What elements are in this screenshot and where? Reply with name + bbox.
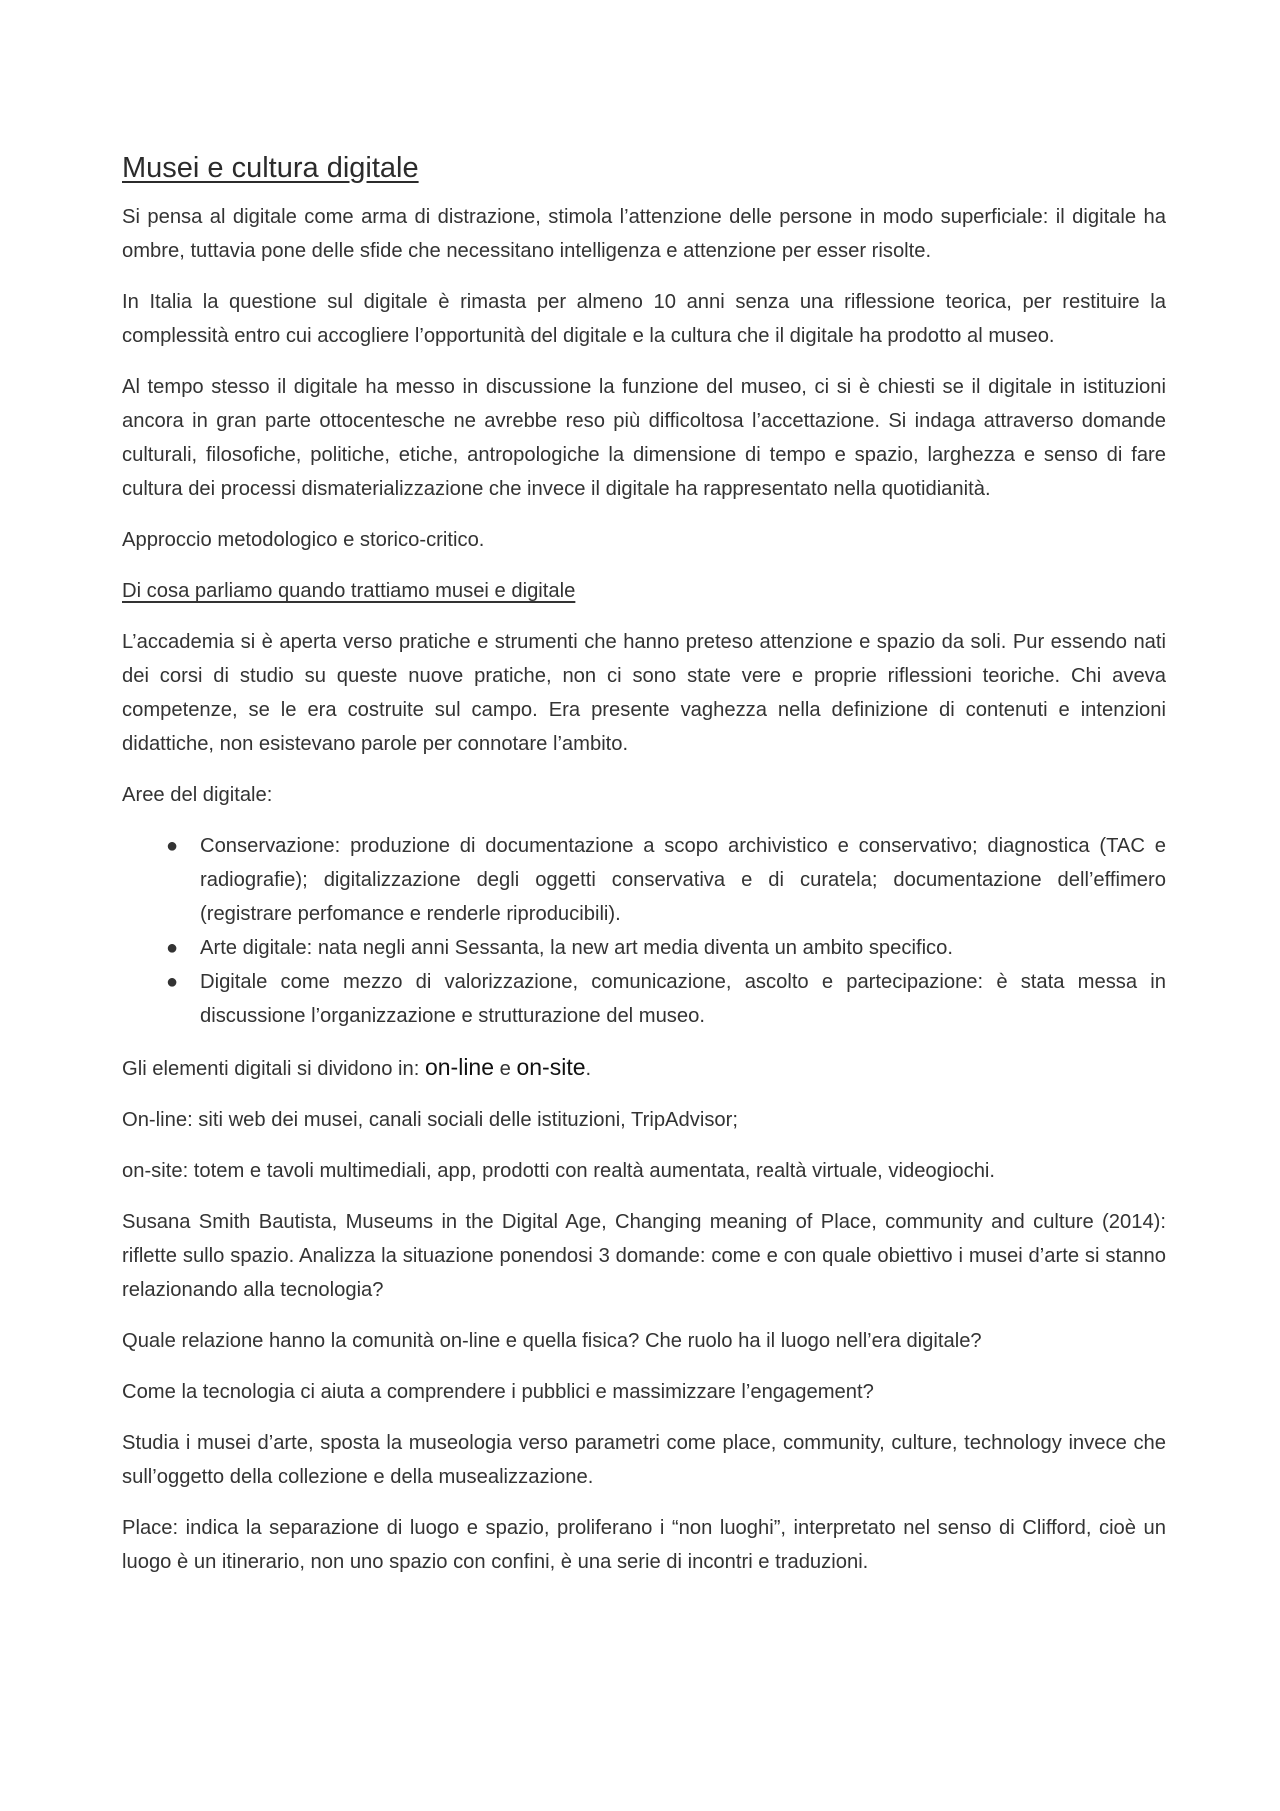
term-onsite: on-site <box>516 1054 586 1080</box>
paragraph: Approccio metodologico e storico-critico. <box>122 529 485 551</box>
split-joiner: e <box>494 1058 517 1080</box>
paragraph: Quale relazione hanno la comunità on-line e quella fisica? Che ruolo ha il luogo nell’era digitale? <box>122 1330 982 1352</box>
list-item-text: Conservazione: produzione di documentazione a scopo archivistico e conservativo; diagnostica (TAC e radiografie); digitalizzazione degli oggetti conservativa e di curatela; documentazione dell’effimero (registrare perfomance e renderle riproducibili). <box>200 835 1166 925</box>
paragraph: Susana Smith Bautista, Museums in the Digital Age, Changing meaning of Place, community and culture (2014): riflette sullo spazio. Analizza la situazione ponendosi 3 domande: come e con quale obiettivo i musei d’arte si stanno relazionando alla tecnologia? <box>122 1211 1166 1301</box>
list-item-text: Digitale come mezzo di valorizzazione, comunicazione, ascolto e partecipazione: è stata messa in discussione l’organizzazione e strutturazione del museo. <box>200 971 1166 1027</box>
split-prefix: Gli elementi digitali si dividono in: <box>122 1058 425 1080</box>
list-item <box>166 829 1166 931</box>
document-title: Musei e cultura digitale <box>122 152 419 184</box>
bullet-list <box>122 829 1166 1033</box>
bullet-icon: ● <box>166 971 179 993</box>
document-page <box>122 150 1166 1596</box>
paragraph: on-site: totem e tavoli multimediali, app, prodotti con realtà aumentata, realtà virtuale, videogiochi. <box>122 1160 996 1182</box>
paragraph: L’accademia si è aperta verso pratiche e strumenti che hanno preteso attenzione e spazio da soli. Pur essendo nati dei corsi di studio su queste nuove pratiche, non ci sono state vere e proprie riflessioni teoriche. Chi aveva competenze, se le era costruite sul campo. Era presente vaghezza nella definizione di contenuti e intenzioni didattiche, non esistevano parole per connotare l’ambito. <box>122 631 1166 755</box>
paragraph: Si pensa al digitale come arma di distrazione, stimola l’attenzione delle persone in modo superficiale: il digitale ha ombre, tuttavia pone delle sfide che necessitano intelligenza e attenzione per esser risolte. <box>122 206 1166 262</box>
split-paragraph <box>122 1050 1166 1086</box>
bullet-icon: ● <box>166 835 179 857</box>
paragraph: In Italia la questione sul digitale è rimasta per almeno 10 anni senza una riflessione teorica, per restituire la complessità entro cui accogliere l’opportunità del digitale e la cultura che il digitale ha prodotto al museo. <box>122 291 1166 347</box>
paragraph: Al tempo stesso il digitale ha messo in discussione la funzione del museo, ci si è chiesti se il digitale in istituzioni ancora in gran parte ottocentesche ne avrebbe reso più difficoltosa l’accettazione. Si indaga attraverso domande culturali, filosofiche, politiche, etiche, antropologiche la dimensione di tempo e spazio, larghezza e senso di fare cultura dei processi dismaterializzazione che invece il digitale ha rappresentato nella quotidianità. <box>122 376 1166 500</box>
list-item <box>166 965 1166 1033</box>
term-online: on-line <box>424 1054 495 1080</box>
paragraph: On-line: siti web dei musei, canali sociali delle istituzioni, TripAdvisor; <box>122 1109 738 1131</box>
split-suffix: . <box>585 1058 592 1080</box>
bullet-icon: ● <box>166 937 179 959</box>
paragraph: Studia i musei d’arte, sposta la museologia verso parametri come place, community, culture, technology invece che sull’oggetto della collezione e della musealizzazione. <box>122 1432 1166 1488</box>
list-item-text: Arte digitale: nata negli anni Sessanta, la new art media diventa un ambito specifico. <box>200 937 953 959</box>
paragraph: Aree del digitale: <box>122 784 273 806</box>
paragraph: Come la tecnologia ci aiuta a comprendere i pubblici e massimizzare l’engagement? <box>122 1381 874 1403</box>
list-item <box>166 931 1166 965</box>
section-subheading: Di cosa parliamo quando trattiamo musei e digitale <box>122 580 576 602</box>
paragraph: Place: indica la separazione di luogo e spazio, proliferano i “non luoghi”, interpretato nel senso di Clifford, cioè un luogo è un itinerario, non uno spazio con confini, è una serie di incontri e traduzioni. <box>122 1517 1166 1573</box>
